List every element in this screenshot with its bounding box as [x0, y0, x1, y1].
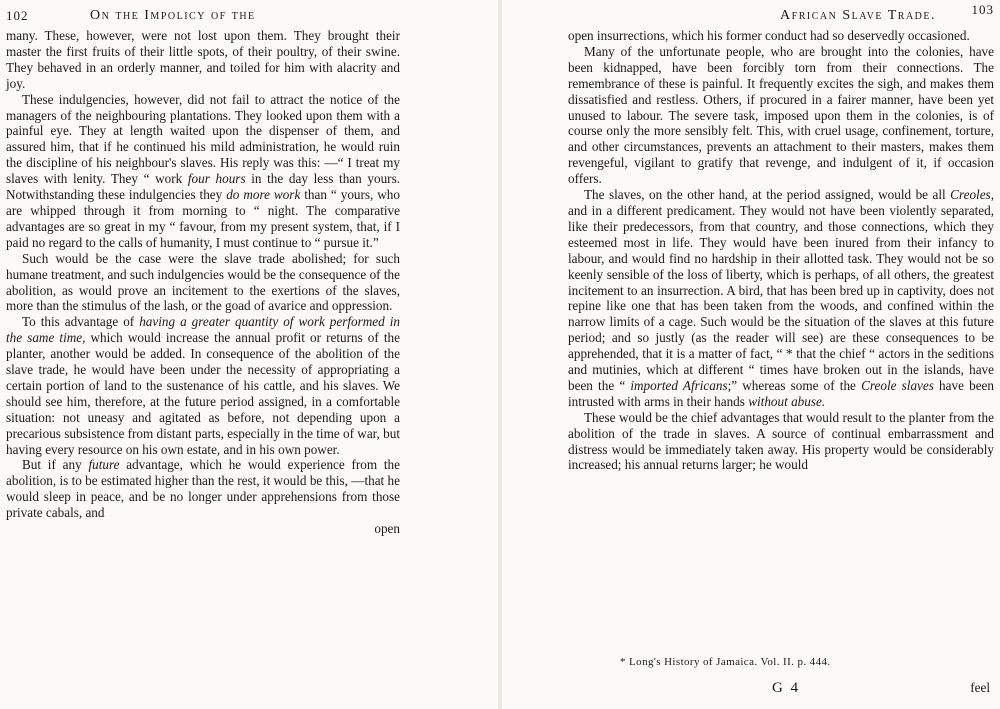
- paragraph: Such would be the case were the slave trade abolished; for such humane treatment, and such indulgencies would be the consequence of the abolition, as would prove an incitement to the exertions of the slaves, more than the stimulus of the lash, or the goad of avarice and oppression.: [6, 250, 400, 314]
- right-catchword: feel: [970, 680, 990, 695]
- right-body-text: [568, 28, 994, 473]
- paragraph: These indulgencies, however, did not fail to attract the notice of the managers of the neighbouring plantations. They looked upon them with a painful eye. They at length waited upon the dispenser of them, and assured him, that if he continued his mild administration, he would ruin the discipline of his neighbour's slaves. His reply was this: —“ I treat my slaves with lenity. They “ work four hours in the day less than yours. Notwithstanding these indulgencies they do more work than “ yours, who are whipped through it from morning to “ night. The comparative advantages are so great in my “ favour, from my present system, that, if I paid no regard to the calls of humanity, I must continue to “ pursue it.”: [6, 91, 400, 250]
- left-running-title: On the Impolicy of the: [90, 8, 256, 23]
- paragraph: These would be the chief advantages that would result to the planter from the abolition of the trade in slaves. A source of continual embarrassment and distress would be immediately taken away. His property would be considerably increased; his annual returns larger; he would: [568, 409, 994, 473]
- right-running-head: [568, 0, 994, 28]
- footnote: * Long's History of Jamaica. Vol. II. p. 444.: [620, 656, 831, 668]
- left-body-text: [6, 28, 400, 537]
- left-running-head: [6, 0, 400, 28]
- paragraph: To this advantage of having a greater quantity of work performed in the same time, which would increase the annual profit or returns of the planter, another would be added. In consequence of the abolition of the slave trade, he would have been under the necessity of appropriating a certain portion of land to the sustenance of his cattle, and his slaves. We should see him, therefore, at the future period assigned, in a comfortable situation: not uneasy and agitated as before, not depending upon a precarious subsistence from distant parts, especially in the time of war, but having every resource on his own estate, and in his own power.: [6, 314, 400, 457]
- paragraph: But if any future advantage, which he would experience from the abolition, is to be estimated higher than the rest, it would be this, —that he would sleep in peace, and be no longer under apprehensions from those private cabals, and: [6, 457, 400, 521]
- paragraph: The slaves, on the other hand, at the period assigned, would be all Creoles, and in a different predicament. They would not have been violently separated, like their predecessors, from that country, and those connections, which they esteemed most in life. They would have been inured from their infancy to labour, and would find no hardship in their allotted task. They would not be so keenly sensible of the loss of liberty, which is perhaps, of all others, the greatest incitement to an insurrection. A bird, that has been bred up in captivity, does not repine like one that has been taken from the woods, and confined within the narrow limits of a cage. Such would be the situation of the slaves at this future period; and so justly (as the reader will see) are these consequences to be apprehended, that it is a matter of fact, “ * that the chief “ actors in the seditions and mutinies, which at different “ times have broken out in the islands, have been the “ imported Africans;” whereas some of the Creole slaves have been intrusted with arms in their hands without abuse.: [568, 187, 994, 409]
- paragraph: Many of the unfortunate people, who are brought into the colonies, have been kidnapped, have been forcibly torn from their connections. The remembrance of these is painful. It frequently excites the sigh, and makes them dissatisfied and restless. Others, if procured in a fairer manner, have been yet unused to labour. The severe task, imposed upon them in the colonies, is of course only the more sensibly felt. This, with cruel usage, confinement, torture, and other circumstances, prevents an attachment to their masters, makes them revengeful, vigilant to gratify that revenge, and indulgent of it, if occasion offers.: [568, 43, 994, 187]
- right-running-title: African Slave Trade.: [780, 8, 936, 23]
- right-page: [500, 0, 1000, 709]
- paragraph: many. These, however, were not lost upon them. They brought their master the first fruits of their little spots, of their poultry, of their swine. They behaved in an orderly manner, and toiled for him with alacrity and joy.: [6, 28, 400, 91]
- right-page-number: 103: [971, 2, 994, 17]
- left-catchword: open: [374, 521, 400, 537]
- paragraph: open insurrections, which his former conduct had so deservedly occasioned.: [568, 28, 970, 43]
- signature-mark: G 4: [772, 680, 801, 696]
- left-page-number: 102: [6, 8, 29, 23]
